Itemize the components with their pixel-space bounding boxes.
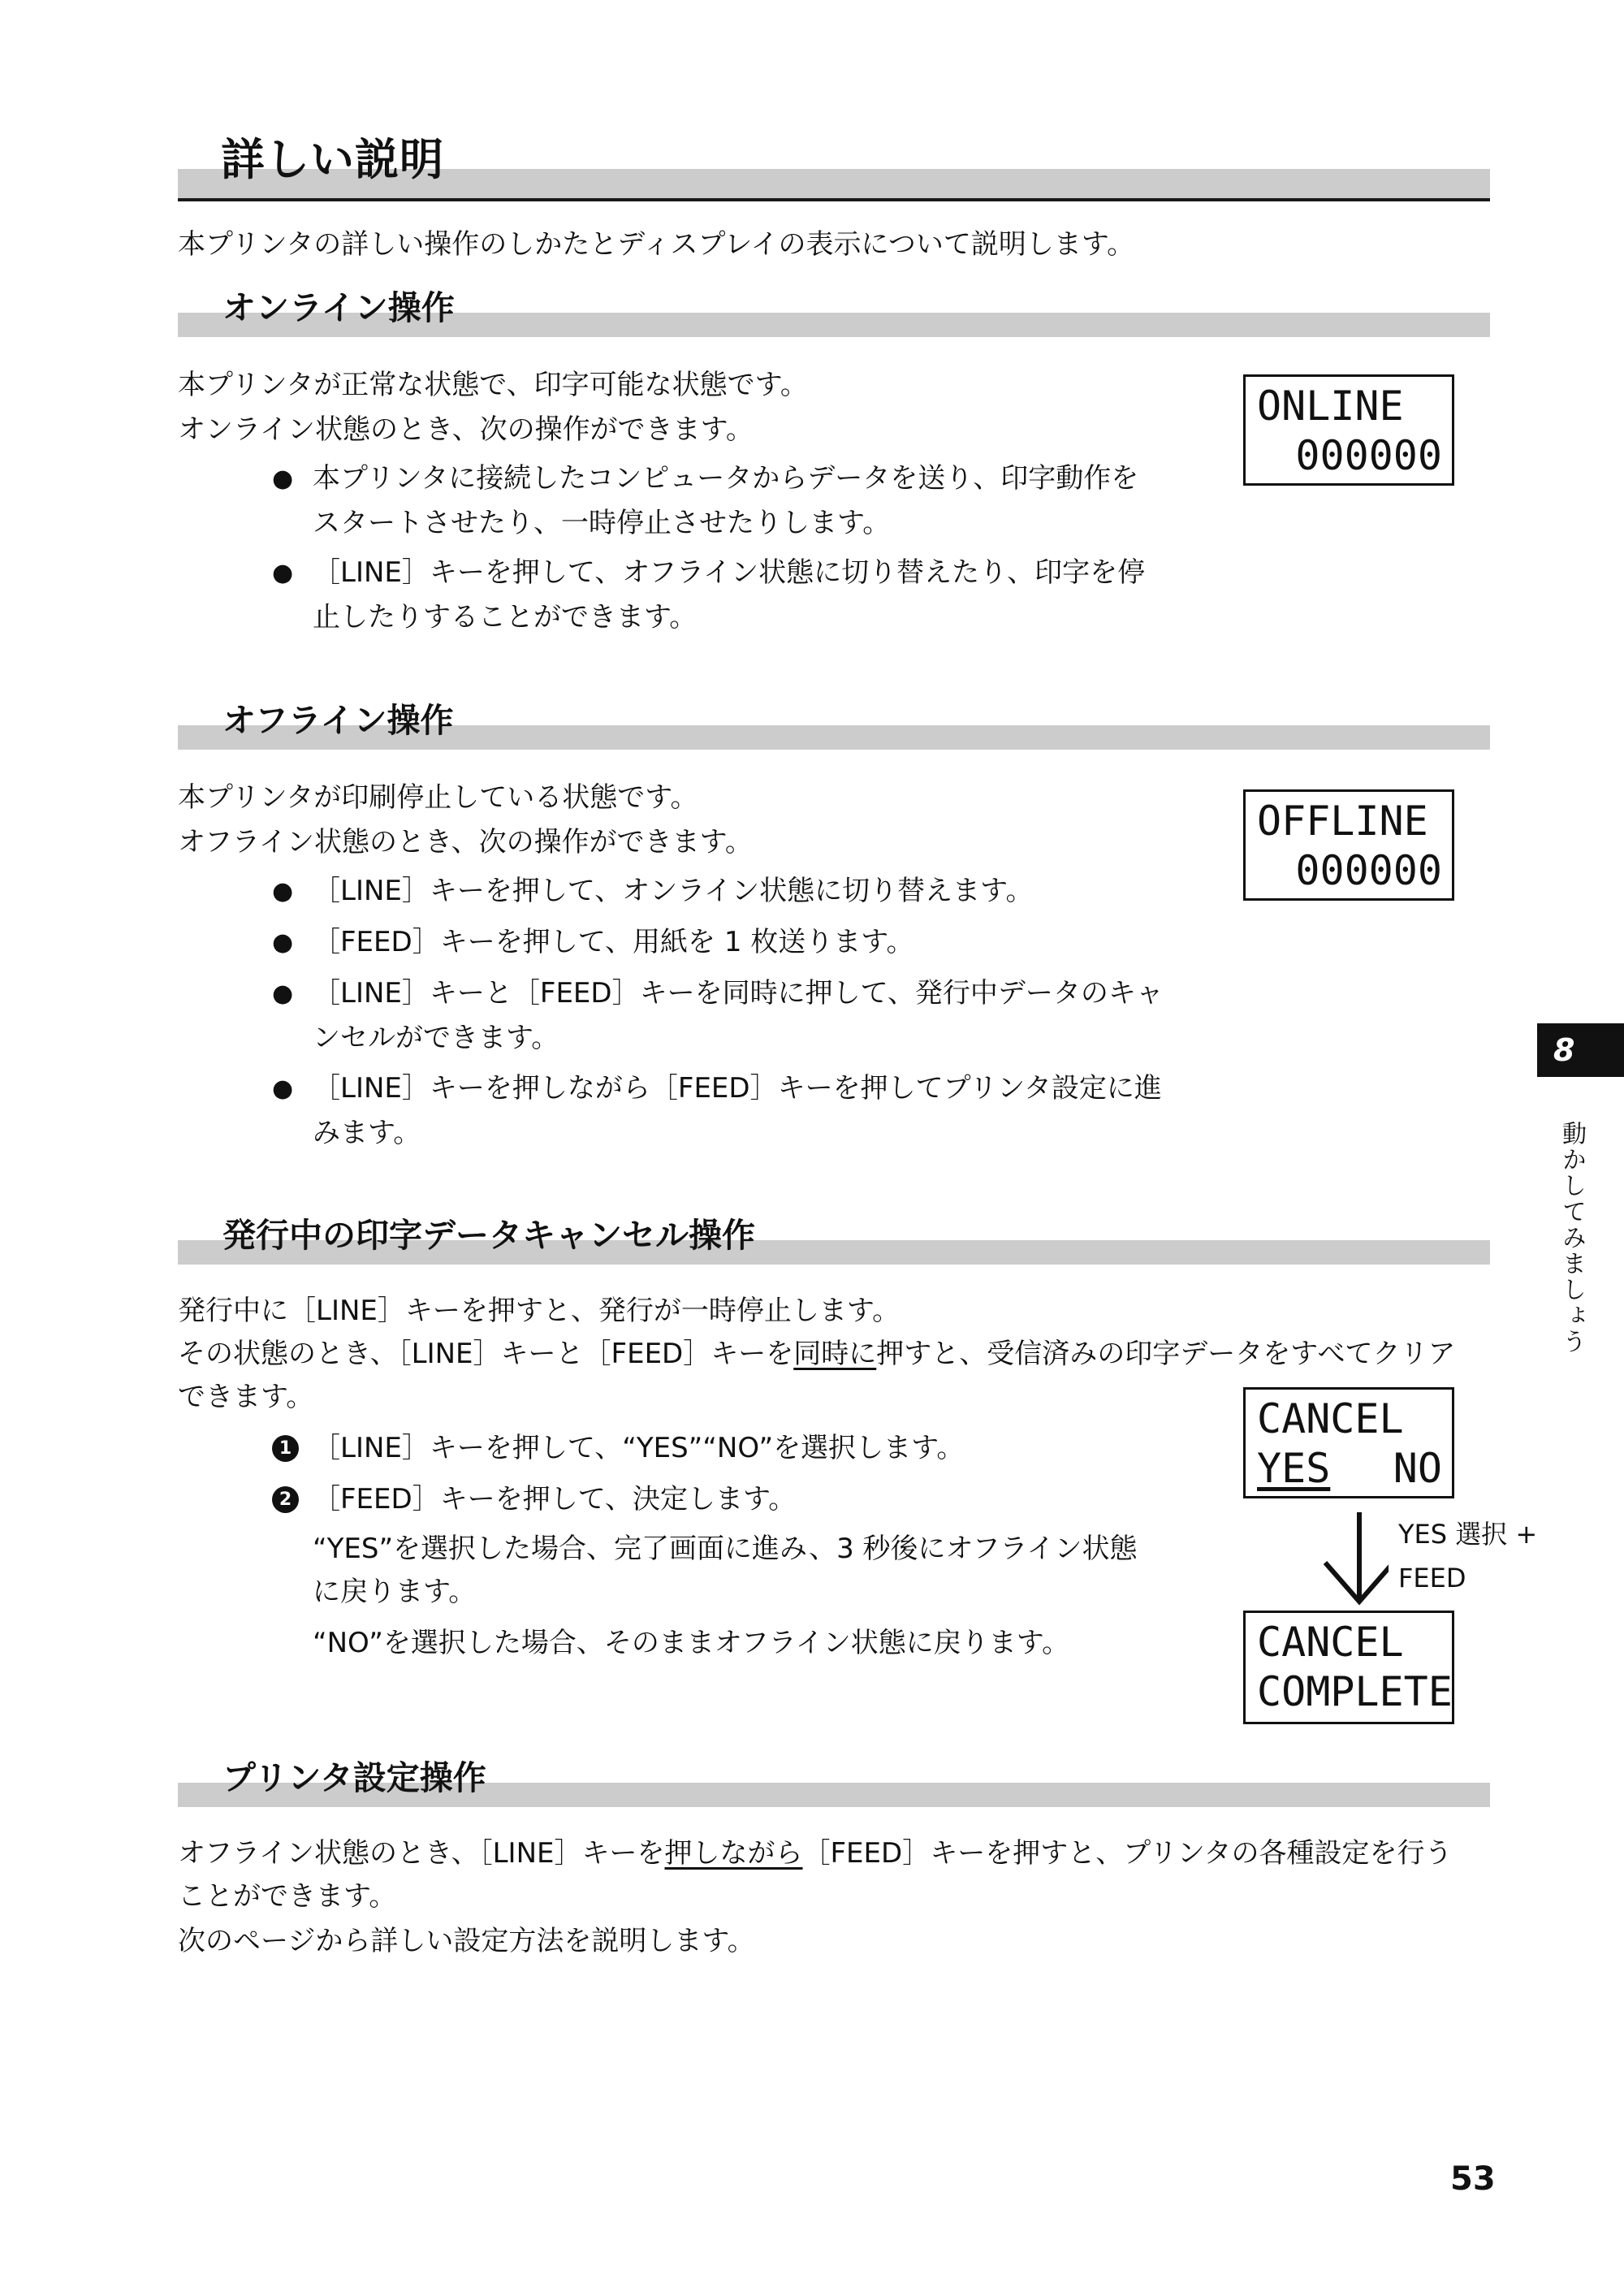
offline-line-1: 本プリンタが印刷停止している状態です。 [178, 781, 698, 814]
bullet-dot: ● [272, 465, 294, 493]
heading-online: オンライン操作 [222, 288, 455, 327]
online-line-2: オンライン状態のとき、次の操作ができます。 [178, 413, 754, 446]
lcd-line-1: ONLINE [1257, 383, 1404, 430]
lcd-line-2: 000000 [1295, 847, 1442, 894]
lcd-no-option: NO [1393, 1445, 1442, 1492]
bullet-dot: ● [272, 979, 294, 1008]
lcd-yes-option: YES [1257, 1445, 1331, 1492]
lcd-line-2: 000000 [1295, 432, 1442, 479]
intro-text: 本プリンタの詳しい操作のしかたとディスプレイの表示について説明します。 [178, 228, 1135, 261]
heading-offline: オフライン操作 [222, 701, 454, 740]
settings-line-1: オフライン状態のとき、［LINE］キーを押しながら［FEED］キーを押すと、プリンタの各種設定を行う [178, 1837, 1453, 1870]
lcd-line-1: CANCEL [1257, 1395, 1404, 1442]
settings-line-2: ことができます。 [178, 1880, 397, 1913]
step-number-badge: 1 [272, 1435, 299, 1462]
page-number: 53 [1450, 2160, 1496, 2198]
settings-line-3: 次のページから詳しい設定方法を説明します。 [178, 1925, 755, 1957]
bullet-dot: ● [272, 928, 294, 957]
chapter-tab: 8 [1537, 1023, 1624, 1077]
bullet-dot: ● [272, 877, 294, 906]
lcd-line-2: COMPLETE [1257, 1668, 1453, 1715]
offline-line-2: オフライン状態のとき、次の操作ができます。 [178, 826, 753, 858]
bullet-dot: ● [272, 559, 294, 587]
heading-cancel: 発行中の印字データキャンセル操作 [222, 1216, 755, 1255]
lcd-line-1: CANCEL [1257, 1619, 1404, 1666]
online-line-1: 本プリンタが正常な状態で、印字可能な状態です。 [178, 369, 808, 401]
arrow-label: YES 選択 + FEED [1398, 1519, 1538, 1593]
cancel-note-2: “NO”を選択した場合、そのままオフライン状態に戻ります。 [313, 1627, 1070, 1659]
down-arrow-icon [1315, 1509, 1389, 1608]
page-title: 詳しい説明 [221, 134, 444, 185]
chapter-title-vertical: 動かしてみましょう [1557, 1121, 1586, 1355]
bullet-dot: ● [272, 1074, 294, 1103]
cancel-line-1: 発行中に［LINE］キーを押すと、発行が一時停止します。 [178, 1295, 901, 1327]
cancel-line-3: できます。 [178, 1381, 314, 1413]
lcd-cancel-complete [1243, 1611, 1454, 1724]
lcd-online [1243, 374, 1454, 486]
cancel-note-1b: に戻ります。 [313, 1576, 477, 1608]
heading-settings: プリンタ設定操作 [222, 1758, 486, 1797]
cancel-note-1a: “YES”を選択した場合、完了画面に進み、3 秒後にオフライン状態 [313, 1533, 1138, 1565]
lcd-offline [1243, 789, 1454, 901]
lcd-cancel-select [1243, 1387, 1454, 1498]
cancel-line-2: その状態のとき、［LINE］キーと［FEED］キーを同時に押すと、受信済みの印字データをすべてクリア [178, 1338, 1456, 1370]
lcd-line-1: OFFLINE [1257, 798, 1428, 845]
step-number-badge: 2 [272, 1486, 299, 1513]
